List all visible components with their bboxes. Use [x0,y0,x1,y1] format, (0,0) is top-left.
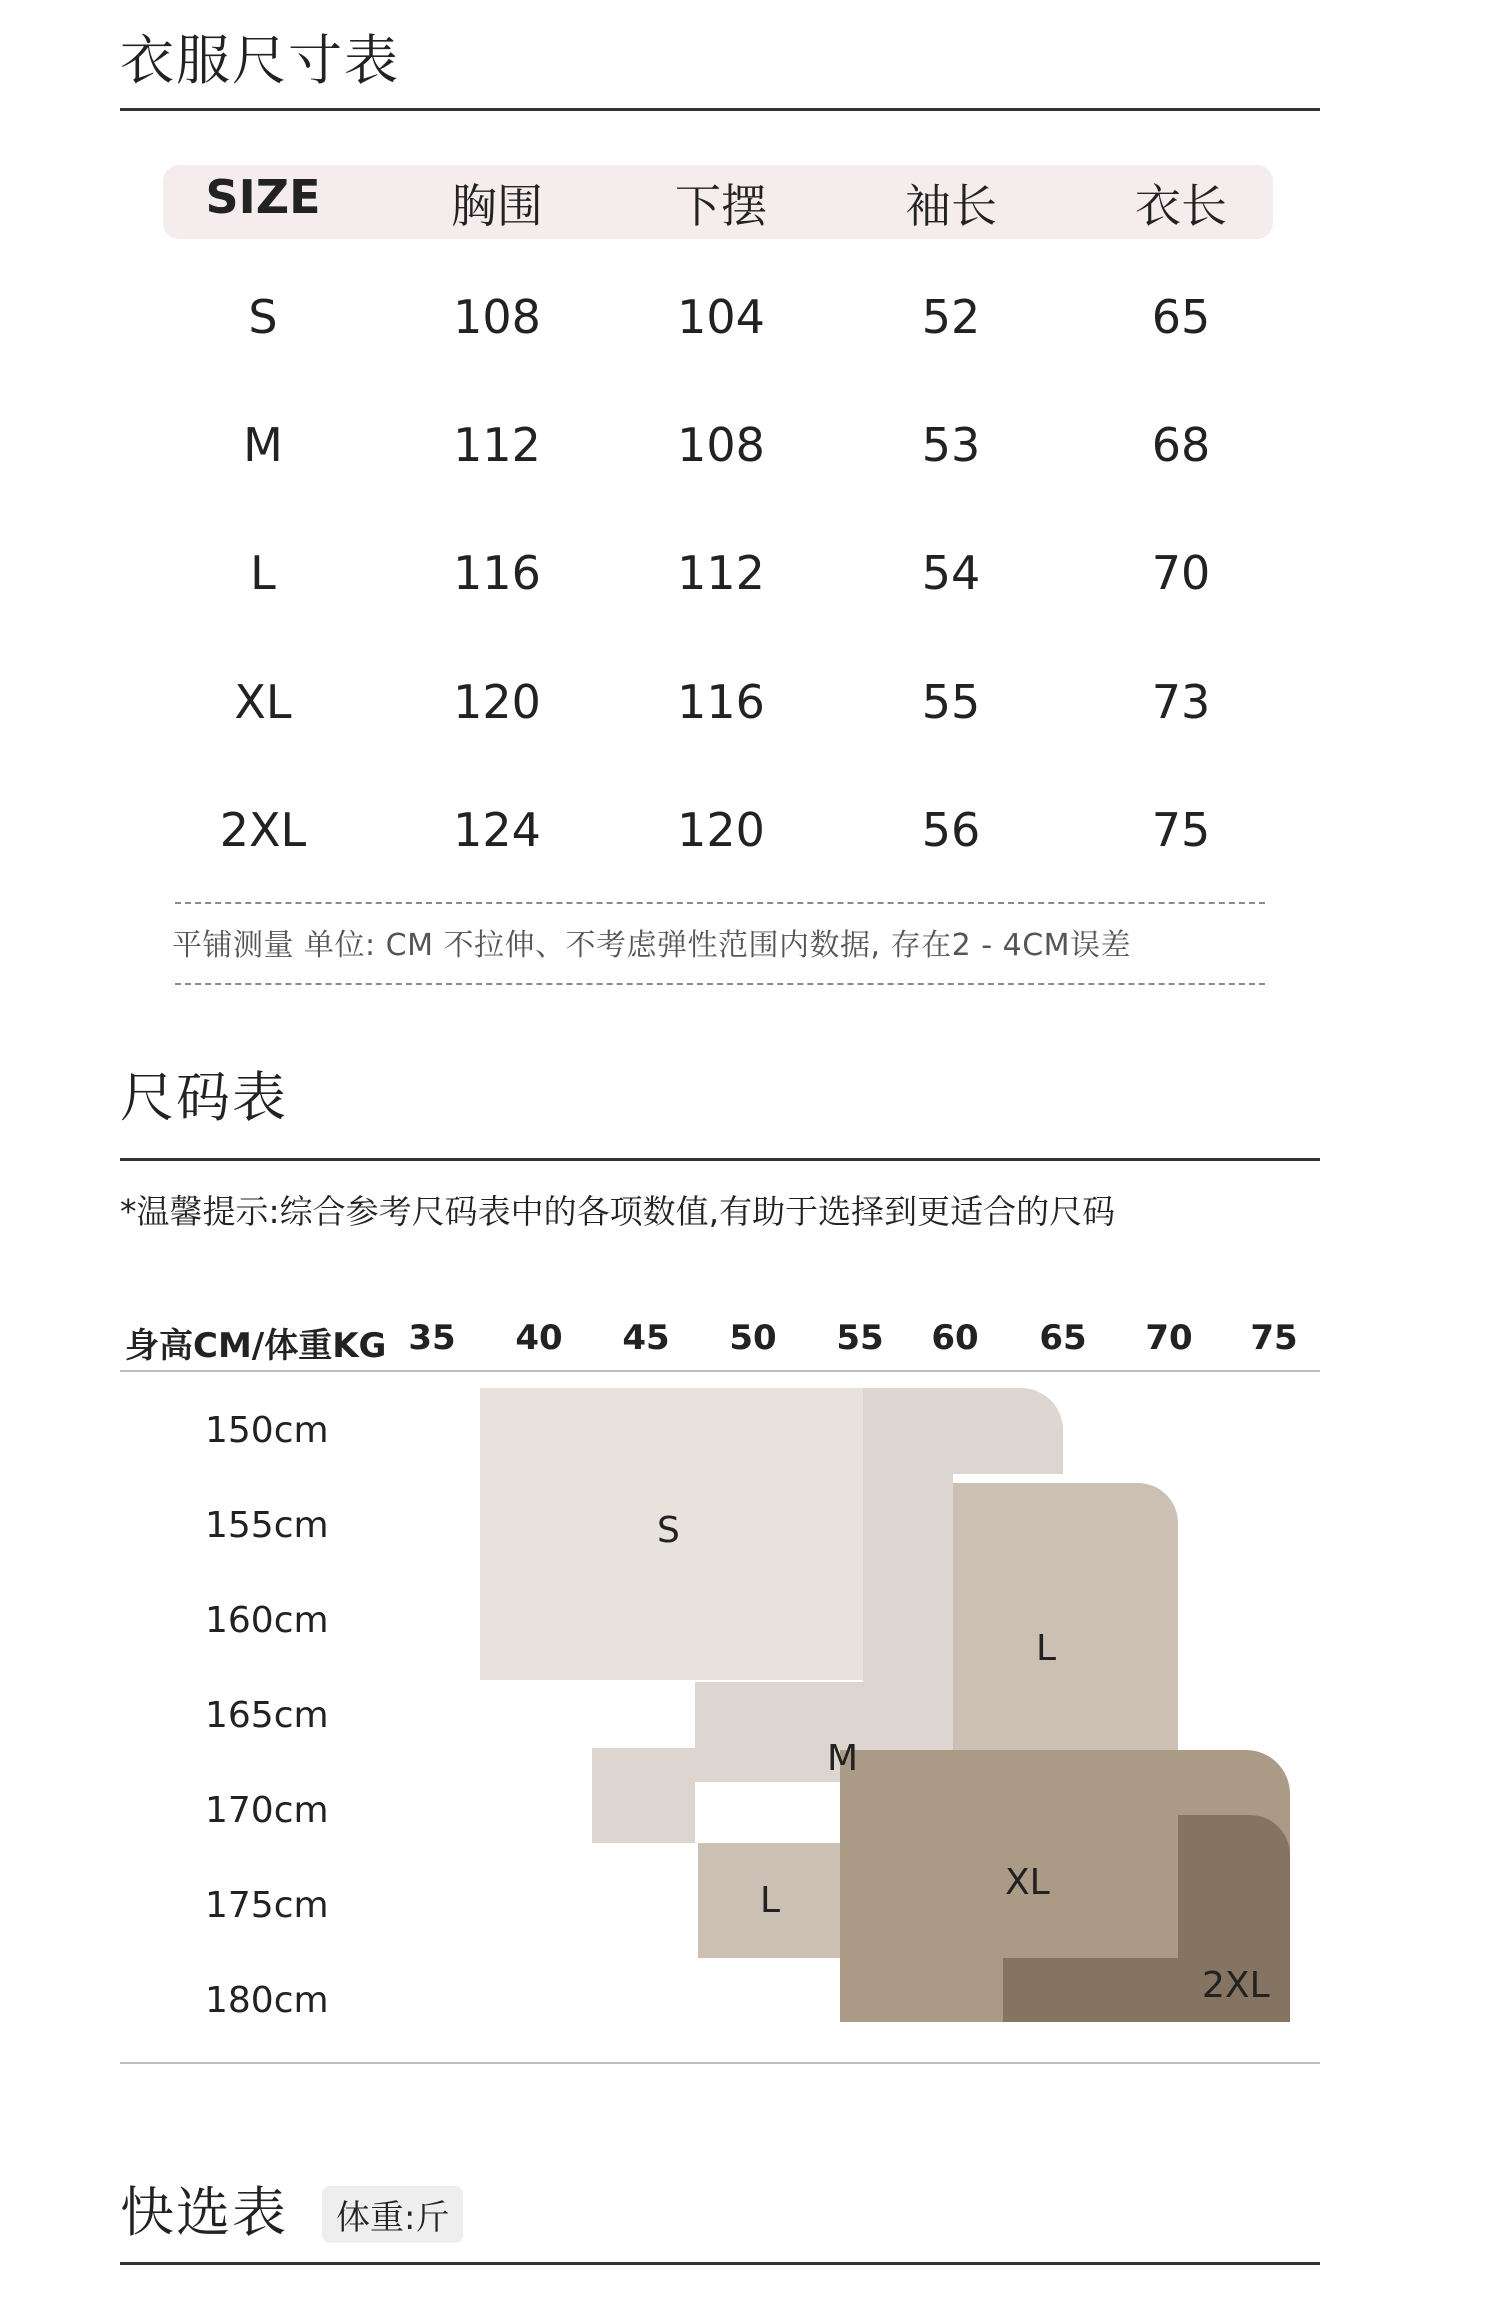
axis-label: 身高CM/体重KG [125,1326,387,1366]
weight-axis-line [120,1370,1320,1372]
weight-tick-label: 35 [408,1318,456,1358]
size-table-cell: 112 [453,418,541,472]
size-table-cell: 65 [1151,290,1211,344]
region-m-upper [863,1388,1063,1474]
size-table-header-1: 胸围 [451,179,543,233]
region-label-m: M [827,1738,859,1779]
size-table-header-2: 下摆 [675,179,767,233]
size-chart-title: 尺码表 [120,1066,288,1129]
size-table-cell: 70 [1151,546,1211,600]
size-table-cell: 54 [921,546,981,600]
region-l-upper [953,1483,1178,1750]
weight-tick-label: 55 [836,1318,884,1358]
quick-title-underline [120,2262,1320,2265]
size-table-cell: XL [234,675,292,729]
height-tick-label: 160cm [205,1600,329,1641]
size-table-cell: 108 [677,418,765,472]
region-xl-base [840,1958,1003,2022]
unit-badge: 体重:斤 [322,2186,463,2243]
height-tick-label: 175cm [205,1885,329,1926]
weight-tick-label: 65 [1039,1318,1087,1358]
size-table-header-3: 袖长 [905,179,997,233]
size-table-cell: M [243,418,283,472]
weight-tick-label: 75 [1250,1318,1298,1358]
chart-bottom-line [120,2062,1320,2064]
weight-tick-label: 70 [1145,1318,1193,1358]
region-label-l-upper: L [1036,1628,1057,1669]
size-table-cell: 53 [921,418,981,472]
size-table-cell: 124 [453,803,541,857]
region-m-right [863,1474,953,1682]
region-m-left [592,1748,695,1843]
size-table-cell: 104 [677,290,765,344]
size-table-cell: 2XL [219,803,307,857]
size-table-cell: 75 [1151,803,1211,857]
size-table-cell: 116 [453,546,541,600]
note-divider-bottom [175,983,1265,985]
size-table-cell: 55 [921,675,981,729]
title-underline [120,108,1320,111]
quick-table-title: 快选表 [120,2181,288,2244]
note-divider-top [175,902,1265,904]
height-tick-label: 170cm [205,1790,329,1831]
size-table-cell: 52 [921,290,981,344]
size-table-cell: 120 [453,675,541,729]
size-table-header-0: SIZE [205,170,321,224]
size-tip: *温馨提示:综合参考尺码表中的各项数值,有助于选择到更适合的尺码 [120,1192,1116,1231]
size-table-cell: 56 [921,803,981,857]
weight-tick-label: 40 [515,1318,563,1358]
size-table-title: 衣服尺寸表 [120,29,400,92]
region-label-s: S [657,1510,680,1551]
size-table-cell: L [250,546,276,600]
chart-title-underline [120,1158,1320,1161]
size-table-cell: 73 [1151,675,1211,729]
size-table-cell: 112 [677,546,765,600]
measurement-note: 平铺测量 单位: CM 不拉伸、不考虑弹性范围内数据, 存在2 - 4CM误差 [172,928,1132,963]
size-table-cell: 108 [453,290,541,344]
size-table-cell: 116 [677,675,765,729]
weight-tick-label: 60 [931,1318,979,1358]
height-tick-label: 150cm [205,1410,329,1451]
height-tick-label: 155cm [205,1505,329,1546]
weight-tick-label: 50 [729,1318,777,1358]
region-label-2xl: 2XL [1202,1965,1270,2006]
region-label-xl: XL [1005,1862,1050,1903]
size-table-cell: S [248,290,278,344]
height-tick-label: 165cm [205,1695,329,1736]
size-table-cell: 68 [1151,418,1211,472]
size-table-cell: 120 [677,803,765,857]
weight-tick-label: 45 [622,1318,670,1358]
region-label-l-lower: L [760,1880,781,1921]
height-tick-label: 180cm [205,1980,329,2021]
size-table-header-4: 衣长 [1135,179,1227,233]
